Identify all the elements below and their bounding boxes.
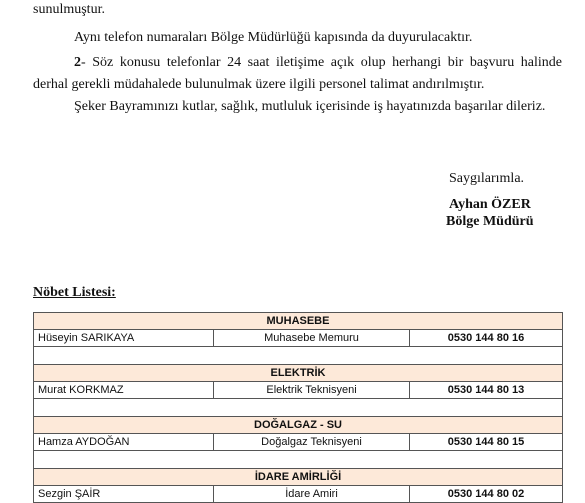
signature-name: Ayhan ÖZER	[449, 197, 531, 212]
paragraph-item-2	[33, 52, 562, 96]
spacer-cell	[34, 399, 563, 417]
table-row	[34, 330, 563, 347]
spacer-cell	[34, 451, 563, 469]
section-header-row	[34, 313, 563, 330]
section-header: İDARE AMİRLİĞİ	[34, 469, 563, 486]
spacer-row	[34, 347, 563, 365]
paragraph-holiday-wishes: Şeker Bayramınızı kutlar, sağlık, mutluluk içerisinde iş hayatınızda başarılar dileriz.	[74, 99, 546, 114]
item-2-text: - Söz konusu telefonlar 24 saat iletişime açık olup herhangi bir başvuru halinde derhal gerekli müdahalede bulunulmak üzere ilgili personel talimat andırılmıştır.	[33, 55, 562, 92]
spacer-row	[34, 399, 563, 417]
staff-name: Murat KORKMAZ	[34, 382, 214, 399]
table-row	[34, 434, 563, 451]
duty-list-table	[33, 312, 563, 503]
staff-role: Doğalgaz Teknisyeni	[214, 434, 410, 451]
section-header-row	[34, 365, 563, 382]
section-header: ELEKTRİK	[34, 365, 563, 382]
staff-role: İdare Amiri	[214, 486, 410, 503]
staff-name: Hamza AYDOĞAN	[34, 434, 214, 451]
staff-role: Muhasebe Memuru	[214, 330, 410, 347]
staff-role: Elektrik Teknisyeni	[214, 382, 410, 399]
table-row	[34, 486, 563, 503]
section-header-row	[34, 469, 563, 486]
item-2-number: 2	[74, 55, 81, 70]
table-row	[34, 382, 563, 399]
paragraph-continuation: sunulmuştur.	[33, 2, 105, 17]
spacer-cell	[34, 347, 563, 365]
duty-list-title: Nöbet Listesi:	[33, 285, 116, 300]
staff-name: Hüseyin SARIKAYA	[34, 330, 214, 347]
spacer-row	[34, 451, 563, 469]
section-header: DOĞALGAZ - SU	[34, 417, 563, 434]
section-header: MUHASEBE	[34, 313, 563, 330]
signature-closing: Saygılarımla.	[449, 171, 525, 186]
staff-phone: 0530 144 80 16	[410, 330, 563, 347]
section-header-row	[34, 417, 563, 434]
staff-phone: 0530 144 80 13	[410, 382, 563, 399]
staff-name: Sezgin ŞAİR	[34, 486, 214, 503]
paragraph-phone-announcement: Aynı telefon numaraları Bölge Müdürlüğü kapısında da duyurulacaktır.	[74, 30, 473, 45]
signature-title: Bölge Müdürü	[446, 214, 534, 229]
staff-phone: 0530 144 80 15	[410, 434, 563, 451]
staff-phone: 0530 144 80 02	[410, 486, 563, 503]
